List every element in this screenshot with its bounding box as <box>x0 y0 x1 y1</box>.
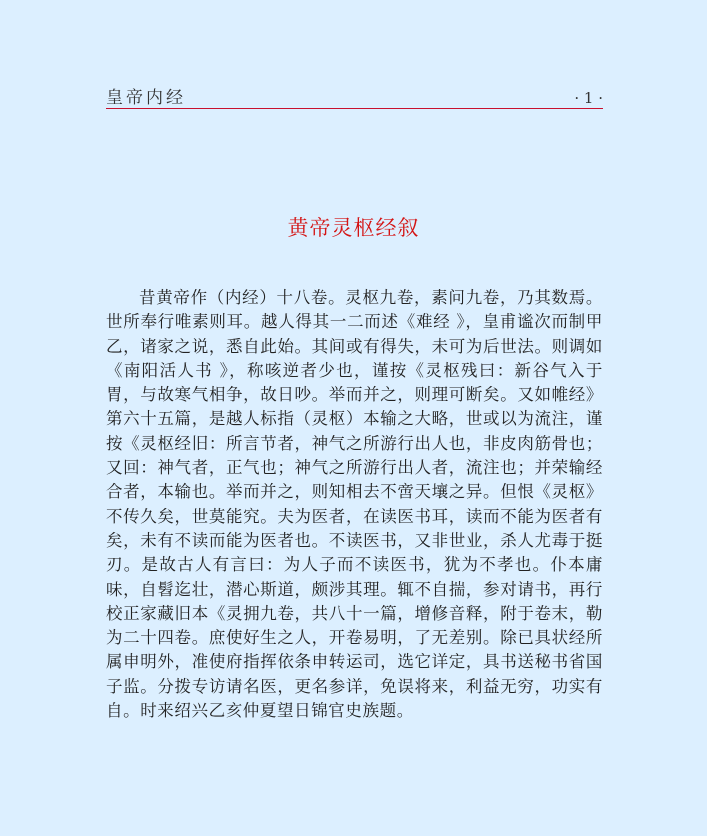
running-header <box>106 88 603 109</box>
page-number: · 1 · <box>574 89 603 107</box>
body-paragraph: 昔黄帝作（内经）十八卷。灵枢九卷，素问九卷，乃其数焉。世所奉行唯素则耳。越人得其一二而述《难经 》，皇甫谧次而制甲乙，诸家之说，悉自此始。其间或有得失，未可为后世法。则调如《南阳活人书 》，称咳逆者少也，谨按《灵枢残曰：新谷气入于胃，与故寒气相争，故日吵。举而并之，则理可断矣。又如帷经》第六十五篇，是越人标指（灵枢）本输之大略，世或以为流注，谨按《灵枢经旧：所言节者，神气之所游行出人也，非皮肉筋骨也；又回：神气者，正气也；神气之所游行出人者，流注也；并荣输经合者，本输也。举而并之，则知相去不啻天壤之异。但恨《灵枢》不传久矣，世莫能究。夫为医者，在读医书耳，读而不能为医者有矣，未有不读而能为医者也。不读医书，又非世业，杀人尤毒于挺刃。是故古人有言曰：为人子而不读医书，犹为不孝也。仆本庸味，自髫迄壮，潜心斯道，颇涉其理。辄不自揣，参对请书，再行校正家藏旧本《灵拥九卷，共八十一篇，增修音释，附于卷末，勒为二十四卷。庶使好生之人，开卷易明，了无差别。除已具状经所属申明外，准使府指挥依条申转运司，选它详定，具书送秘书省国子监。分拨专访请名医，更名参详，免误将来，利益无穷，功实有自。时来绍兴乙亥仲夏望日锦官史族题。 <box>106 288 603 721</box>
book-title: 皇帝内经 <box>106 88 186 108</box>
chapter-title: 黄帝灵枢经叙 <box>287 216 420 240</box>
